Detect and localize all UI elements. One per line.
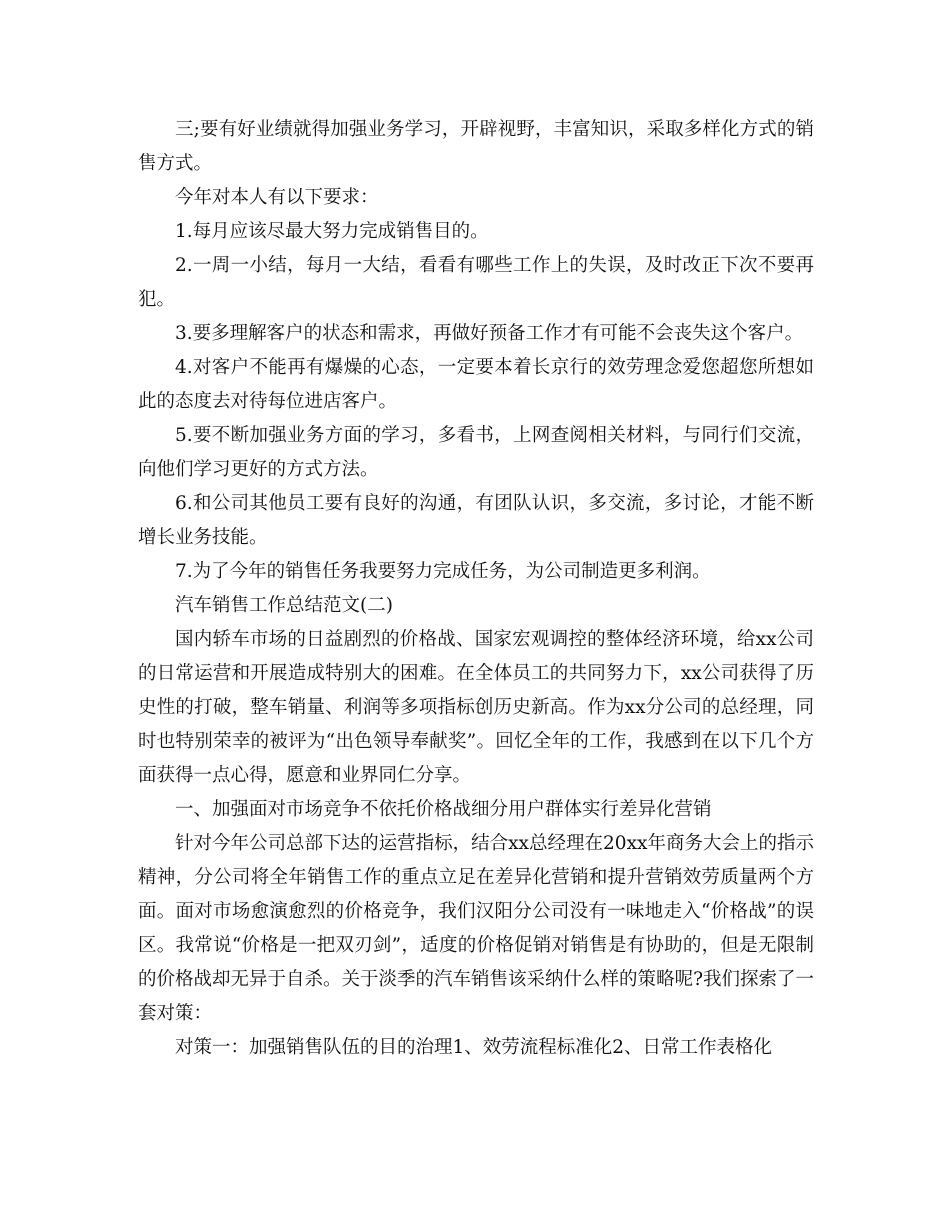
paragraph-strategy: 针对今年公司总部下达的运营指标，结合xx总经理在20xx年商务大会上的指示精神，分公司将全年销售工作的重点立足在差异化营销和提升营销效劳质量两个方面。面对市场愈演愈烈的价格竞争，我们汉阳分公司没有一味地走入“价格战”的误区。我常说“价格是一把双刃剑”，适度的价格促销对销售是有协助的，但是无限制的价格战却无异于自杀。关于淡季的汽车销售该采纳什么样的策略呢?我们探索了一套对策： — [138, 833, 814, 1024]
section-heading: 汽车销售工作总结范文(二) — [175, 595, 393, 616]
list-item-6: 6.和公司其他员工要有良好的沟通，有团队认识，多交流，多讨论，才能不断增长业务技能。 — [138, 493, 814, 548]
paragraph-intro: 国内轿车市场的日益剧烈的价格战、国家宏观调控的整体经济环境，给xx公司的日常运营和开展造成特别大的困难。在全体员工的共同努力下，xx公司获得了历史性的打破，整车销量、利润等多项指标创历史新高。作为xx分公司的总经理，同时也特别荣幸的被评为“出色领导奉献奖”。回忆全年的工作，我感到在以下几个方面获得一点心得，愿意和业界同仁分享。 — [138, 629, 814, 786]
list-item-7: 7.为了今年的销售任务我要努力完成任务，为公司制造更多利润。 — [175, 561, 711, 582]
document-page — [138, 113, 814, 1065]
list-item-5: 5.要不断加强业务方面的学习，多看书，上网查阅相关材料，与同行们交流，向他们学习更好的方式方法。 — [138, 425, 814, 480]
list-item-3: 3.要多理解客户的状态和需求，再做好预备工作才有可能不会丧失这个客户。 — [175, 323, 804, 344]
list-item-2: 2.一周一小结，每月一大结，看看有哪些工作上的失误，及时改正下次不要再犯。 — [138, 255, 814, 310]
list-item-4: 4.对客户不能再有爆燥的心态，一定要本着长京行的效劳理念爱您超您所想如此的态度去对待每位进店客户。 — [138, 357, 814, 412]
list-item-1: 1.每月应该尽最大努力完成销售目的。 — [175, 221, 489, 242]
paragraph-requirement-3: 三;要有好业绩就得加强业务学习，开辟视野，丰富知识，采取多样化方式的销售方式。 — [138, 119, 814, 174]
subsection-heading: 一、加强面对市场竞争不依托价格战细分用户群体实行差异化营销 — [175, 799, 712, 820]
paragraph-requirements-intro: 今年对本人有以下要求： — [175, 187, 379, 208]
paragraph-countermeasure-1: 对策一：加强销售队伍的目的治理1、效劳流程标准化2、日常工作表格化 — [175, 1037, 773, 1058]
